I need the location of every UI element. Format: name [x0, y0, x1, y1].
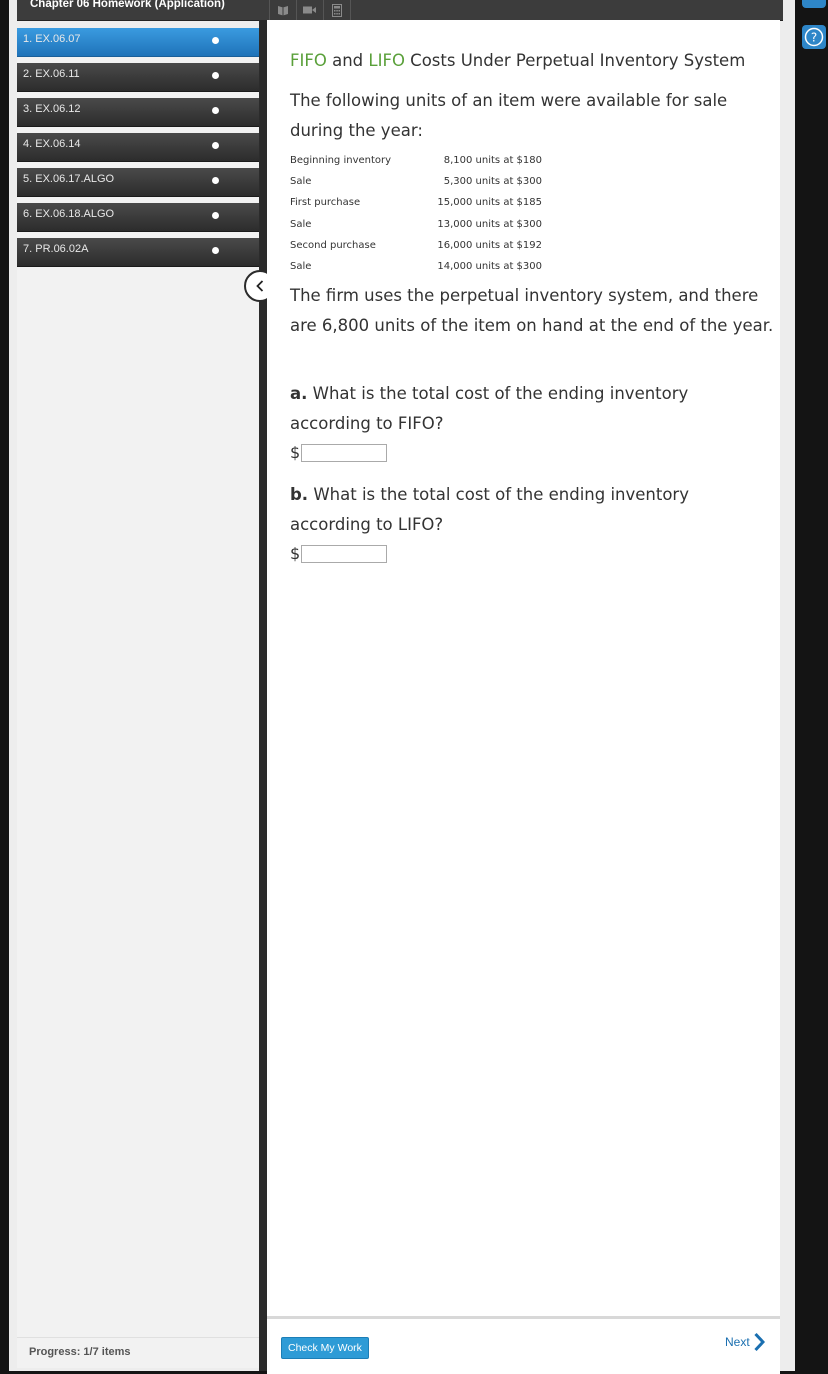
sidebar-item-ex0617[interactable]: [17, 168, 259, 197]
row-label: Beginning inventory: [290, 155, 392, 167]
svg-text:?: ?: [810, 30, 818, 45]
row-value: 15,000 units at $185: [437, 197, 542, 209]
sidebar-footer-divider: [17, 1337, 259, 1338]
sidebar-item-label: 5. EX.06.17.ALGO: [23, 173, 115, 185]
progress-text: Progress: 1/7 items: [29, 1346, 131, 1358]
question-footer: [267, 1316, 780, 1374]
video-icon[interactable]: [296, 0, 323, 20]
inventory-table: [290, 150, 542, 277]
status-dot-icon: [212, 72, 219, 79]
row-value: 16,000 units at $192: [437, 239, 542, 251]
sidebar-item-label: 3. EX.06.12: [23, 103, 81, 115]
table-row: [290, 150, 542, 171]
table-row: [290, 214, 542, 235]
question-a-letter: a.: [290, 384, 308, 403]
question-a-text: What is the total cost of the ending inventory according to FIFO?: [290, 384, 689, 433]
assignment-title: Chapter 06 Homework (Application): [30, 0, 225, 10]
sidebar-item-label: 1. EX.06.07: [23, 33, 81, 45]
chevron-left-icon: [254, 279, 266, 293]
sidebar-item-label: 2. EX.06.11: [23, 68, 80, 80]
question-panel: [267, 20, 780, 1316]
status-dot-icon: [212, 247, 219, 254]
table-row: [290, 192, 542, 213]
sidebar-item-ex0614[interactable]: [17, 133, 259, 162]
sidebar-item-label: 4. EX.06.14: [23, 138, 81, 150]
row-label: First purchase: [290, 197, 361, 209]
sidebar-item-ex0611[interactable]: [17, 63, 259, 92]
status-dot-icon: [212, 142, 219, 149]
sidebar-item-ex0612[interactable]: [17, 98, 259, 127]
status-dot-icon: [212, 177, 219, 184]
table-row: [290, 235, 542, 256]
next-button[interactable]: [725, 1332, 765, 1352]
status-dot-icon: [212, 37, 219, 44]
right-strip: [795, 0, 828, 1371]
row-value: 13,000 units at $300: [437, 218, 542, 230]
sidebar-item-ex0618[interactable]: [17, 203, 259, 232]
status-dot-icon: [212, 107, 219, 114]
firm-description: The firm uses the perpetual inventory system, and there are 6,800 units of the item on hand at the end of the year.: [290, 286, 774, 335]
ebook-icon[interactable]: [269, 0, 296, 20]
help-icon[interactable]: [802, 25, 826, 49]
row-label: Sale: [290, 261, 312, 273]
row-label: Sale: [290, 218, 312, 230]
currency-symbol: $: [290, 443, 301, 462]
row-label: Second purchase: [290, 239, 376, 251]
calculator-icon[interactable]: [323, 0, 351, 20]
intro-text: The following units of an item were available for sale during the year:: [290, 91, 728, 140]
currency-symbol: $: [290, 544, 301, 563]
question-sidebar: [17, 28, 259, 1368]
lifo-term[interactable]: LIFO: [368, 51, 405, 70]
page-title: [290, 51, 745, 70]
answer-a-row: [290, 443, 387, 462]
sidebar-item-ex0607[interactable]: [17, 28, 259, 57]
panel-divider[interactable]: [259, 20, 267, 1371]
question-b-text: What is the total cost of the ending inventory according to LIFO?: [290, 485, 689, 534]
title-rest: Costs Under Perpetual Inventory System: [404, 51, 746, 70]
answer-b-row: [290, 544, 387, 563]
sidebar-item-label: 6. EX.06.18.ALGO: [23, 208, 115, 220]
table-row: [290, 171, 542, 192]
chevron-right-icon: [753, 1332, 765, 1352]
fifo-term[interactable]: FIFO: [290, 51, 327, 70]
row-label: Sale: [290, 176, 312, 188]
row-value: 5,300 units at $300: [443, 176, 542, 188]
sidebar-item-pr0602a[interactable]: [17, 238, 259, 267]
toolbar: [269, 0, 351, 20]
question-a: [290, 379, 760, 439]
title-connector: and: [326, 51, 369, 70]
sidebar-item-label: 7. PR.06.02A: [23, 243, 89, 255]
lifo-answer-input[interactable]: [301, 545, 387, 563]
check-my-work-button[interactable]: Check My Work: [281, 1337, 369, 1359]
next-label: Next: [725, 1335, 750, 1349]
fifo-answer-input[interactable]: [301, 444, 387, 462]
question-b-letter: b.: [290, 485, 309, 504]
row-value: 8,100 units at $180: [443, 155, 542, 167]
title-bar: [17, 0, 783, 21]
status-dot-icon: [212, 212, 219, 219]
table-row: [290, 256, 542, 277]
question-list: [17, 28, 259, 267]
question-b: [290, 480, 760, 540]
row-value: 14,000 units at $300: [437, 261, 542, 273]
refresh-icon[interactable]: [802, 0, 826, 8]
